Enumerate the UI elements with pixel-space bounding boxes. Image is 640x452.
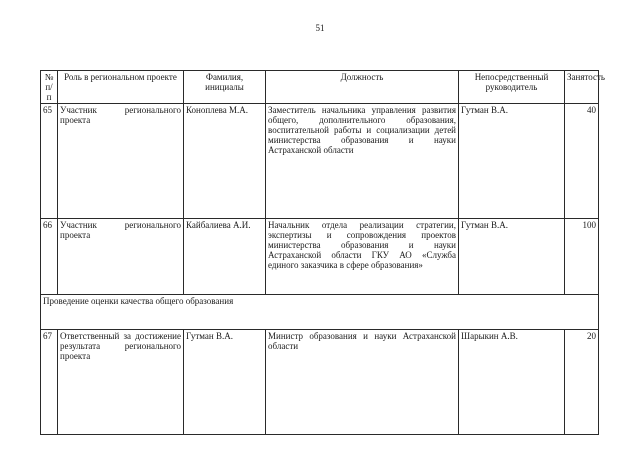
row-employment: 20: [565, 330, 599, 435]
row-num: 66: [41, 219, 58, 295]
row-employment: 40: [565, 104, 599, 219]
row-role: Участник регионального проекта: [58, 219, 184, 295]
header-supervisor: Непосредственный руководитель: [459, 71, 565, 104]
header-position: Должность: [266, 71, 459, 104]
row-num: 65: [41, 104, 58, 219]
header-name: Фамилия, инициалы: [184, 71, 266, 104]
row-position: Начальник отдела реализации стратегии, экспертизы и сопровождения проектов министерства образования и науки Астраханской области ГКУ АО «Служба единого заказчика в сфере образования»: [266, 219, 459, 295]
row-role: Участник регионального проекта: [58, 104, 184, 219]
header-employment: Занятость: [565, 71, 599, 104]
header-role: Роль в региональном проекте: [58, 71, 184, 104]
row-supervisor: Шарыкин А.В.: [459, 330, 565, 435]
table-row: [41, 330, 599, 435]
header-num: № п/п: [41, 71, 58, 104]
project-team-table: [40, 70, 606, 435]
row-role: Ответственный за достижение результата регионального проекта: [58, 330, 184, 435]
section-title: Проведение оценки качества общего образования: [41, 295, 599, 330]
row-position: Заместитель начальника управления развития общего, дополнительного образования, воспитательной работы и социализации детей министерства образования и науки Астраханской области: [266, 104, 459, 219]
row-name: Гутман В.А.: [184, 330, 266, 435]
section-row: [41, 295, 599, 330]
table-row: [41, 219, 599, 295]
row-position: Министр образования и науки Астраханской области: [266, 330, 459, 435]
row-supervisor: Гутман В.А.: [459, 219, 565, 295]
page-number: 51: [315, 23, 325, 33]
row-supervisor: Гутман В.А.: [459, 104, 565, 219]
row-num: 67: [41, 330, 58, 435]
row-employment: 100: [565, 219, 599, 295]
row-name: Кайбалиева А.И.: [184, 219, 266, 295]
table-row: [41, 104, 599, 219]
row-name: Коноплева М.А.: [184, 104, 266, 219]
table-header-row: [41, 71, 599, 104]
